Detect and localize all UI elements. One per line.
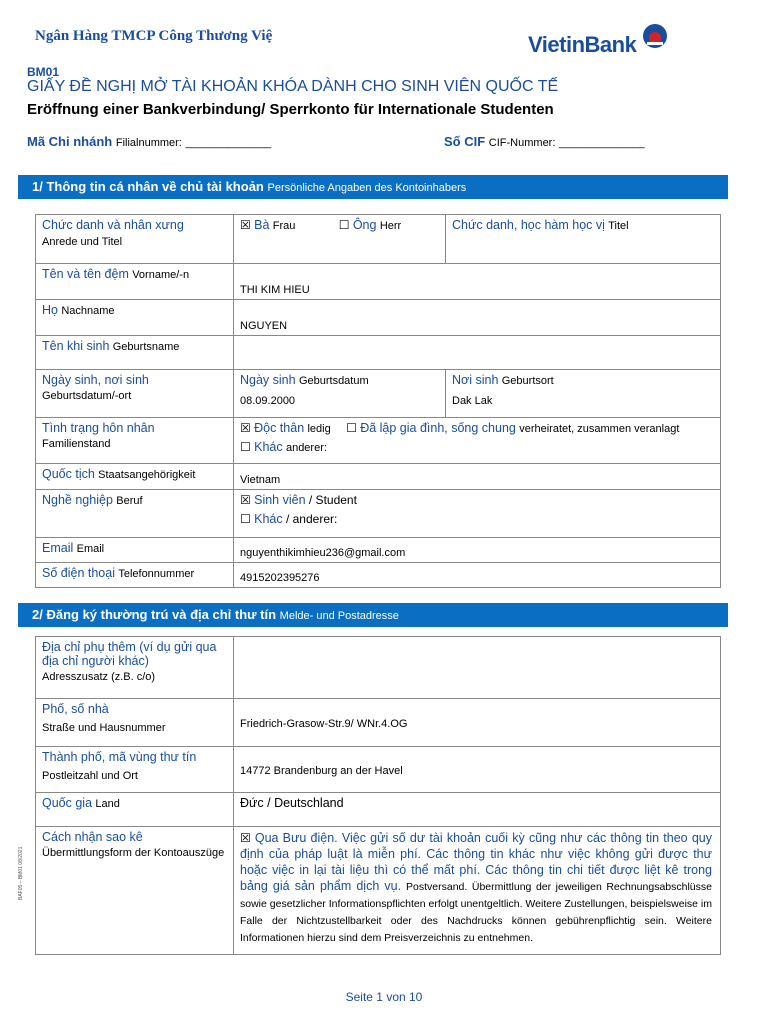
last-name-label-vn: Họ xyxy=(42,303,58,317)
row-phone xyxy=(36,563,721,588)
option-student-de: / Student xyxy=(308,493,357,507)
option-student-vn: Sinh viên xyxy=(254,493,306,507)
option-marital-other-de: anderer: xyxy=(285,442,327,454)
nationality-label-de: Staatsangehörigkeit xyxy=(98,469,196,481)
email-label-de: Email xyxy=(76,543,105,555)
title-vietnamese: GIẤY ĐỀ NGHỊ MỞ TÀI KHOẢN KHÓA DÀNH CHO SINH VIÊN QUỐC TẾ xyxy=(27,78,559,95)
option-ba-de: Frau xyxy=(272,220,296,232)
salutation-label-de: Anrede und Titel xyxy=(42,236,123,248)
checkbox-occupation-other[interactable]: ☐ xyxy=(240,512,251,526)
row-country xyxy=(36,793,721,827)
row-street xyxy=(36,699,721,747)
checkbox-student[interactable]: ☒ xyxy=(240,493,251,507)
checkbox-ba[interactable]: ☒ xyxy=(240,218,251,232)
row-statement xyxy=(36,827,721,955)
option-ong-de: Herr xyxy=(379,220,402,232)
row-first-name xyxy=(36,264,721,300)
occupation-label-vn: Nghề nghiệp xyxy=(42,493,113,507)
birth-place-value[interactable]: Dak Lak xyxy=(452,395,493,407)
option-ba-vn: Bà xyxy=(254,218,270,232)
address-table xyxy=(35,636,721,955)
option-ong-vn: Ông xyxy=(352,218,377,232)
birth-date-label-de: Geburtsdatum xyxy=(298,375,369,387)
city-value[interactable]: 14772 Brandenburg an der Havel xyxy=(240,764,403,777)
salutation-label-vn: Chức danh và nhân xưng xyxy=(42,218,184,232)
checkbox-married[interactable]: ☐ xyxy=(346,421,357,435)
first-name-value[interactable]: THI KIM HIEU xyxy=(240,284,310,296)
street-label-vn: Phố, số nhà xyxy=(42,702,109,716)
option-occupation-other-vn: Khác xyxy=(254,512,283,526)
occupation-label-de: Beruf xyxy=(116,495,143,507)
marital-label-vn: Tình trạng hôn nhân xyxy=(42,421,155,435)
personal-info-table xyxy=(35,214,721,588)
city-label-vn: Thành phố, mã vùng thư tín xyxy=(42,750,197,764)
branch-label-vn: Mã Chi nhánh xyxy=(27,134,113,149)
checkbox-marital-other[interactable]: ☐ xyxy=(240,440,251,454)
side-form-code: BAF05 – BM01 08/2021 xyxy=(18,846,24,900)
email-label-vn: Email xyxy=(42,541,74,555)
row-birth xyxy=(36,370,721,418)
cif-label-de: CIF-Nummer: xyxy=(488,137,556,149)
row-marital xyxy=(36,418,721,464)
option-married-vn: Đã lập gia đình, sống chung xyxy=(360,421,516,435)
birth-name-label-vn: Tên khi sinh xyxy=(42,339,110,353)
birth-label-vn: Ngày sinh, nơi sinh xyxy=(42,373,149,387)
cif-value: ______________ xyxy=(559,137,645,149)
statement-label-de: Übermittlungsform der Kontoauszüge xyxy=(42,847,225,859)
branch-label-de: Filialnummer: xyxy=(115,137,182,149)
title-german: Eröffnung einer Bankverbindung/ Sperrkonto für Internationale Studenten xyxy=(27,101,554,118)
row-occupation xyxy=(36,490,721,538)
branch-value: ______________ xyxy=(185,137,272,149)
birth-place-label-vn: Nơi sinh xyxy=(452,373,499,387)
title-label-de: Titel xyxy=(608,220,629,232)
checkbox-postal[interactable]: ☒ xyxy=(240,831,251,845)
option-married-de: verheiratet, zusammen veranlagt xyxy=(519,423,680,435)
row-nationality xyxy=(36,464,721,490)
last-name-label-de: Nachname xyxy=(61,305,115,317)
checkbox-single[interactable]: ☒ xyxy=(240,421,251,435)
section2-title: 2/ Đăng ký thường trú và địa chỉ thư tín xyxy=(32,607,277,622)
statement-label-vn: Cách nhận sao kê xyxy=(42,830,143,844)
cif-number-field[interactable] xyxy=(444,134,645,149)
country-label-de: Land xyxy=(95,798,120,810)
section1-title: 1/ Thông tin cá nhân về chủ tài khoản xyxy=(32,179,264,194)
nationality-value[interactable]: Vietnam xyxy=(240,474,281,486)
statement-text-de: Postversand. Übermittlung der jeweiligen Rechnungsabschlüsse sowie gesetzlicher Informationspflichten erfolgt unentgeltlich. Weitere Zustellungen, beispielsweise im Falle der Nichtzustellbarkeit oder des Nachdrucks können gebührenpflichtig sein. Weitere Informationen hierzu sind dem Preisverzeichnis zu entnehmen. xyxy=(240,881,712,944)
row-last-name xyxy=(36,300,721,336)
cif-label-vn: Số CIF xyxy=(444,134,486,149)
nationality-label-vn: Quốc tịch xyxy=(42,467,95,481)
first-name-label-vn: Tên và tên đệm xyxy=(42,267,129,281)
phone-value[interactable]: 4915202395276 xyxy=(240,572,320,584)
email-value[interactable]: nguyenthikimhieu236@gmail.com xyxy=(240,547,406,559)
country-value[interactable]: Đức / Deutschland xyxy=(240,796,344,810)
statement-text-vn: Qua Bưu điện. Việc gửi số dư tài khoản cuối kỳ cũng như các thông tin theo quy định của pháp luật là miễn phí. Các thông tin khác như việc không gửi được thư hoặc việc in lại tài liệu thì có thể mất phí. Các thông tin chi tiết được liệt kê trong bảng giá sản phẩm dịch vụ. xyxy=(240,831,712,893)
section1-subtitle: Persönliche Angaben des Kontoinhabers xyxy=(267,182,467,194)
address-extra-label-vn: Địa chỉ phụ thêm (ví dụ gửi qua địa chỉ người khác) xyxy=(42,640,217,668)
country-label-vn: Quốc gia xyxy=(42,796,93,810)
section2-subtitle: Melde- und Postadresse xyxy=(279,610,399,622)
option-single-de: ledig xyxy=(307,423,331,435)
phone-label-de: Telefonnummer xyxy=(118,568,195,580)
last-name-value[interactable]: NGUYEN xyxy=(240,320,288,332)
branch-number-field[interactable] xyxy=(27,134,271,149)
address-extra-label-de: Adresszusatz (z.B. c/o) xyxy=(42,671,156,683)
phone-label-vn: Số điện thoại xyxy=(42,566,115,580)
row-salutation xyxy=(36,215,721,264)
option-single-vn: Độc thân xyxy=(254,421,305,435)
row-birth-name xyxy=(36,336,721,370)
row-email xyxy=(36,538,721,563)
section1-header xyxy=(18,175,728,199)
checkbox-ong[interactable]: ☐ xyxy=(338,218,350,232)
birth-label-de: Geburtsdatum/-ort xyxy=(42,390,132,402)
row-address-extra xyxy=(36,637,721,699)
form-code: BM01 xyxy=(27,65,60,79)
vietinbank-logo xyxy=(528,22,668,64)
street-label-de: Straße und Hausnummer xyxy=(42,722,166,734)
option-occupation-other-de: / anderer: xyxy=(285,512,338,526)
page-number: Seite 1 von 10 xyxy=(345,990,423,1004)
logo-text: VietinBank xyxy=(528,32,637,57)
birth-name-label-de: Geburtsname xyxy=(112,341,180,353)
marital-label-de: Familienstand xyxy=(42,438,111,450)
first-name-label-de: Vorname/-n xyxy=(132,269,190,281)
row-city xyxy=(36,747,721,793)
option-marital-other-vn: Khác xyxy=(254,440,283,454)
title-label-vn: Chức danh, học hàm học vị xyxy=(452,218,605,232)
street-value[interactable]: Friedrich-Grasow-Str.9/ WNr.4.OG xyxy=(240,717,408,730)
birth-date-label-vn: Ngày sinh xyxy=(240,373,296,387)
section2-header xyxy=(18,603,728,627)
birth-date-value[interactable]: 08.09.2000 xyxy=(240,395,296,407)
bank-name: Ngân Hàng TMCP Công Thương Việ xyxy=(35,28,273,44)
birth-place-label-de: Geburtsort xyxy=(501,375,554,387)
logo-icon xyxy=(641,22,669,50)
city-label-de: Postleitzahl und Ort xyxy=(42,770,138,782)
